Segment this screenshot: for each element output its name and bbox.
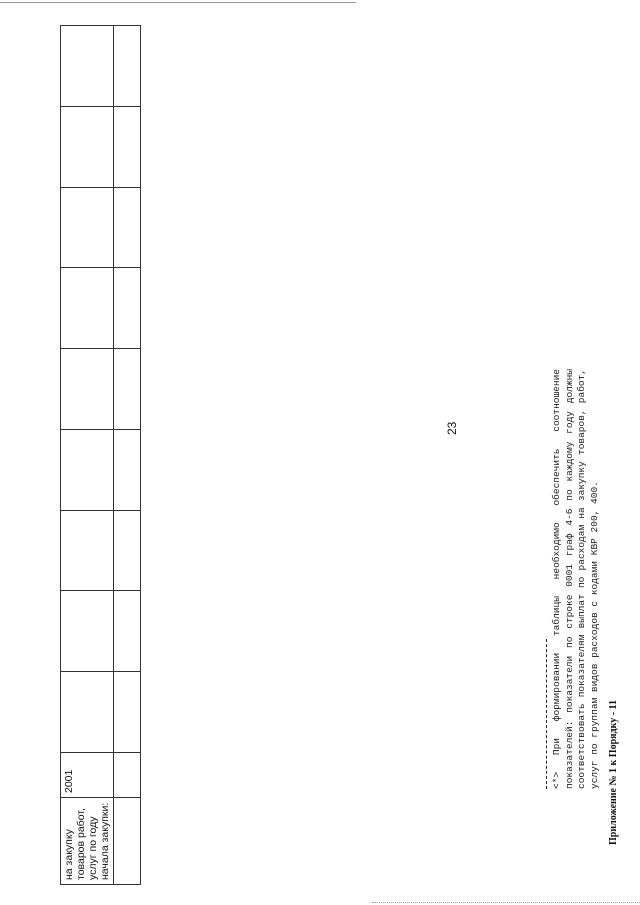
table-cell: [61, 187, 114, 268]
table-row: [61, 26, 114, 885]
table-cell: [114, 798, 141, 885]
table-cell: [61, 26, 114, 107]
table-cell: [61, 106, 114, 187]
row-label-cell: на закупку товаров работ, услуг по году начала закупки:: [61, 798, 114, 885]
table-cell: [61, 591, 114, 672]
table-cell: [114, 26, 141, 107]
table-cell: [114, 187, 141, 268]
appendix-label: Приложение № 1 к Порядку - 11: [608, 700, 619, 845]
table-cell: [61, 510, 114, 591]
footnote-separator: [546, 639, 547, 789]
scan-edge-bottom: [372, 902, 640, 903]
table-cell: [114, 591, 141, 672]
table-cell: [114, 349, 141, 430]
table-cell: [114, 672, 141, 753]
scan-edge-top: [0, 2, 356, 3]
table-cell: [114, 106, 141, 187]
data-table: [60, 25, 141, 885]
table-cell: [61, 429, 114, 510]
page-number: 23: [445, 421, 459, 435]
table-row: [114, 26, 141, 885]
table-cell: [114, 510, 141, 591]
rotated-page: [60, 15, 620, 885]
table-cell: [61, 349, 114, 430]
table-cell: [61, 672, 114, 753]
table-cell: [114, 268, 141, 349]
table-cell: [61, 268, 114, 349]
footnote-text: <*> При формировании таблицы необходимо обеспечить соотношение показателей: показатели по строке 0001 граф 4-6 по каждому году должны соответствовать показателям выплат по расходам на закупку товаров, работ, услуг по группам видов расходов с кодами КВР 200, 400.: [551, 363, 600, 789]
table-cell: [114, 753, 141, 798]
table-cell: [114, 429, 141, 510]
row-code-cell: 2001: [61, 753, 114, 798]
